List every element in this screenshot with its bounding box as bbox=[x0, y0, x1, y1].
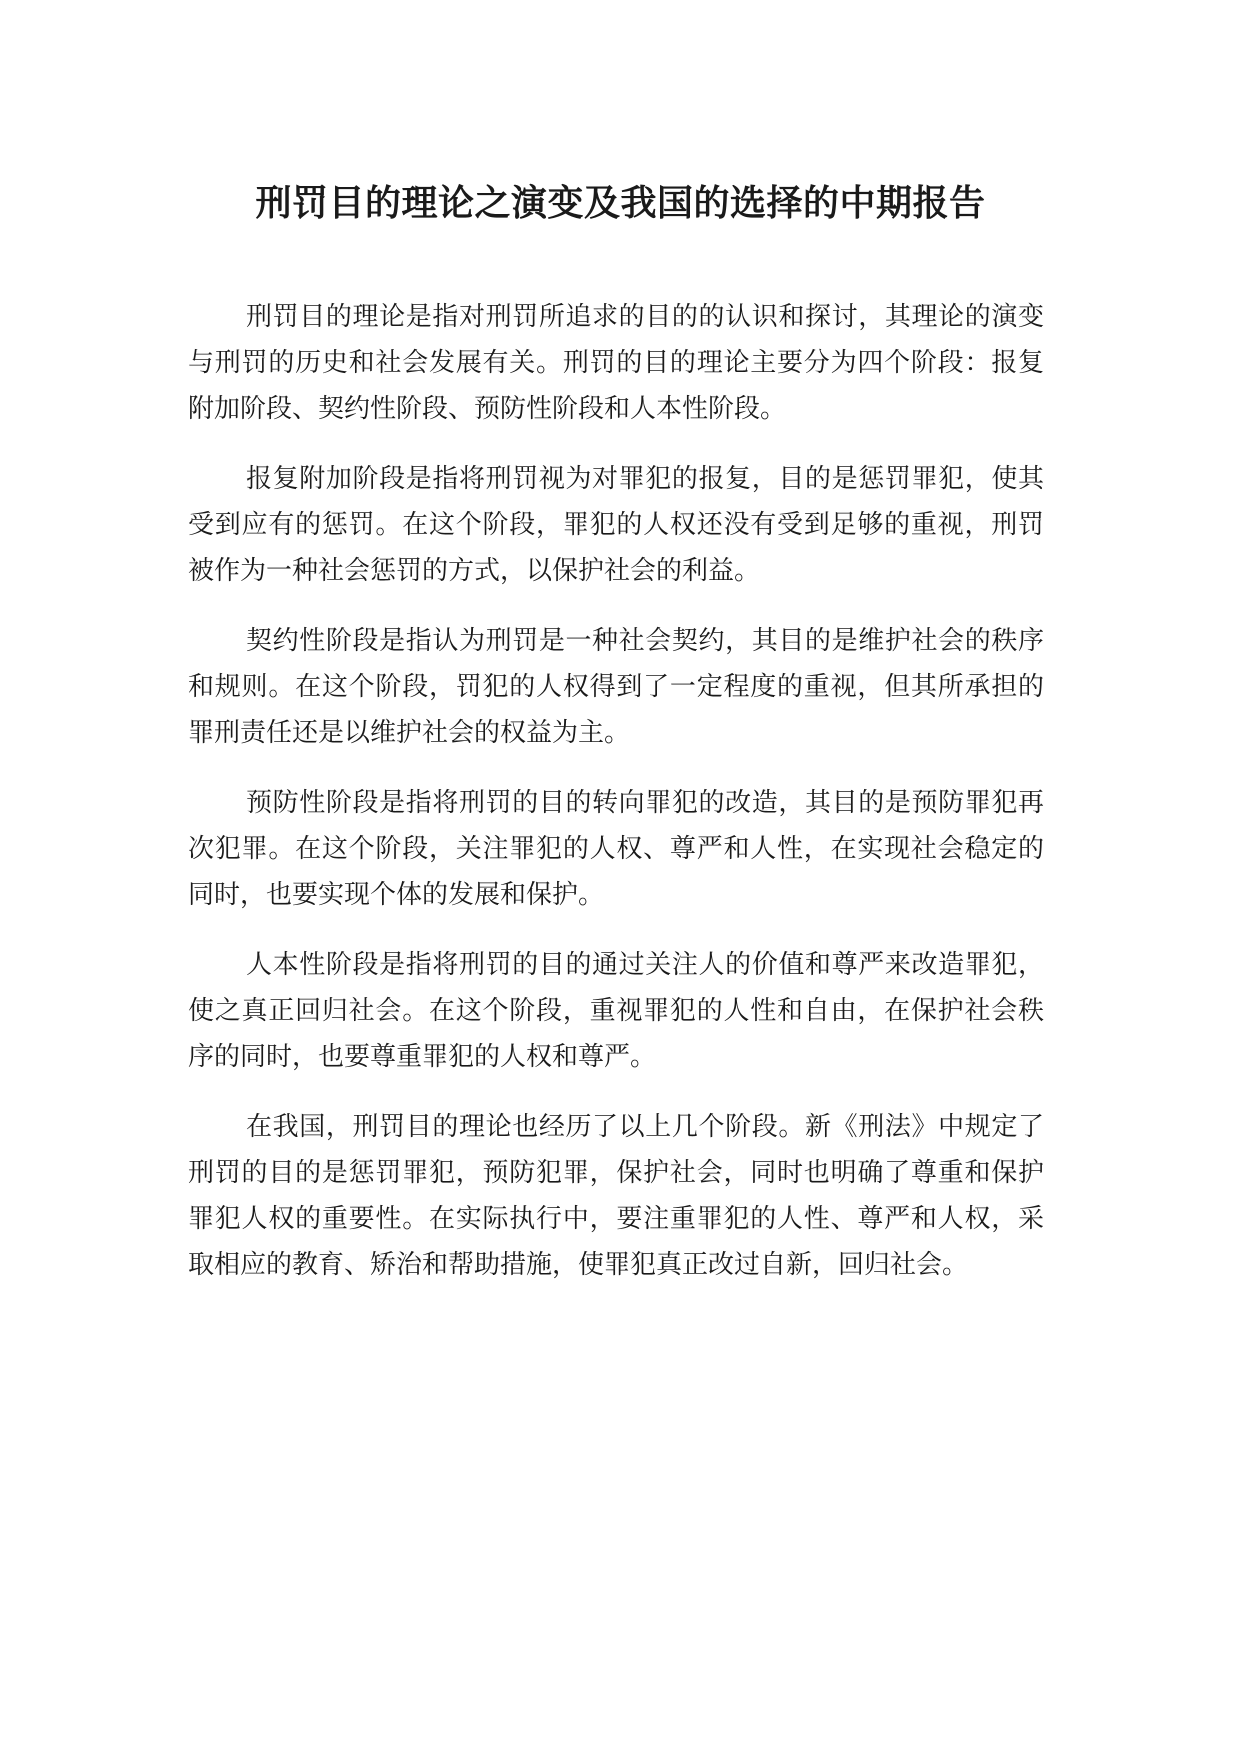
document-body bbox=[188, 294, 1044, 1312]
paragraph-retribution-stage: 报复附加阶段是指将刑罚视为对罪犯的报复，目的是惩罚罪犯，使其受到应有的惩罚。在这个阶段，罪犯的人权还没有受到足够的重视，刑罚被作为一种社会惩罚的方式，以保护社会的利益。 bbox=[188, 464, 1044, 586]
paragraph-china-choice: 在我国，刑罚目的理论也经历了以上几个阶段。新《刑法》中规定了刑罚的目的是惩罚罪犯，预防犯罪，保护社会，同时也明确了尊重和保护罪犯人权的重要性。在实际执行中，要注重罪犯的人性、尊严和人权，采取相应的教育、矫治和帮助措施，使罪犯真正改过自新，回归社会。 bbox=[188, 1112, 1044, 1280]
paragraph-contract-stage: 契约性阶段是指认为刑罚是一种社会契约，其目的是维护社会的秩序和规则。在这个阶段，罚犯的人权得到了一定程度的重视，但其所承担的罪刑责任还是以维护社会的权益为主。 bbox=[188, 626, 1044, 748]
document-title: 刑罚目的理论之演变及我国的选择的中期报告 bbox=[255, 183, 986, 224]
paragraph-prevention-stage: 预防性阶段是指将刑罚的目的转向罪犯的改造，其目的是预防罪犯再次犯罪。在这个阶段，关注罪犯的人权、尊严和人性，在实现社会稳定的同时，也要实现个体的发展和保护。 bbox=[188, 788, 1044, 910]
paragraph-humanistic-stage: 人本性阶段是指将刑罚的目的通过关注人的价值和尊严来改造罪犯，使之真正回归社会。在这个阶段，重视罪犯的人性和自由，在保护社会秩序的同时，也要尊重罪犯的人权和尊严。 bbox=[188, 950, 1044, 1072]
paragraph-intro: 刑罚目的理论是指对刑罚所追求的目的的认识和探讨，其理论的演变与刑罚的历史和社会发展有关。刑罚的目的理论主要分为四个阶段：报复附加阶段、契约性阶段、预防性阶段和人本性阶段。 bbox=[188, 302, 1044, 424]
